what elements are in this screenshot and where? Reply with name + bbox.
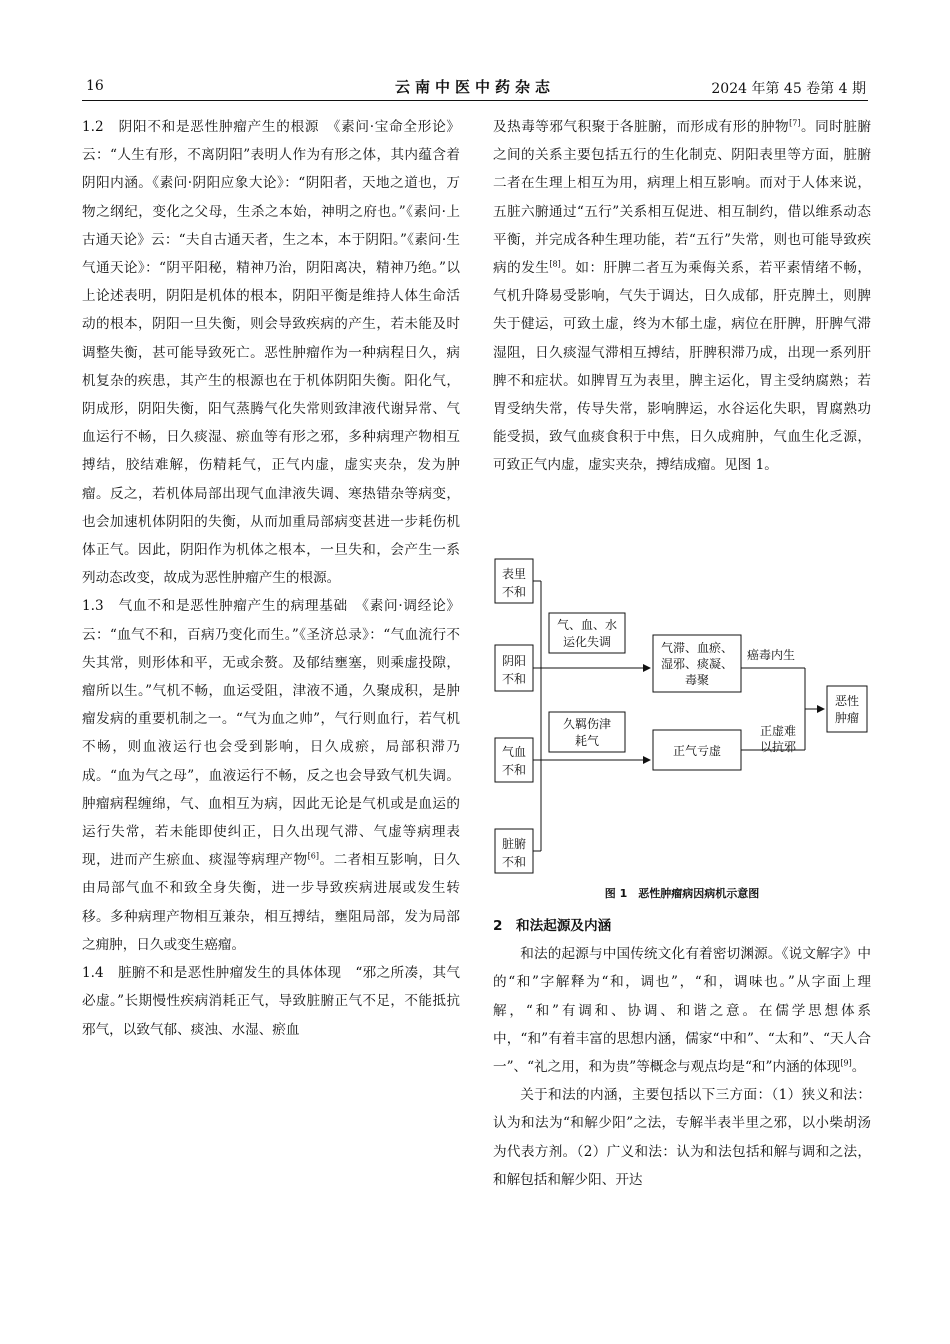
paragraph-organs [493, 113, 871, 480]
left-column [82, 113, 460, 1044]
para-text: 。同时脏腑之间的关系主要包括五行的生化制克、阴阳表里等方面，脏腑二者在生理上相互为用，病理上相互影响。而对于人体来说，五脏六腑通过“五行”关系相互促进、相互制约，借以维系动态平衡，并完成各种生理功能，若“五行”失常，则也可能导致疾病的发生 [493, 119, 872, 277]
label-aidu: 癌毒内生 [746, 648, 796, 662]
label-yinyang-1: 阴阳 [501, 654, 527, 668]
running-header [82, 74, 868, 101]
section-1-3-text: 《素问·调经论》云：“血气不和，百病乃变化而生。”《圣济总录》：“气血流行不失其常，则形体和平，无或余赘。及郁结壅塞，则乘虚投隙，瘤所以生。”气机不畅，血运受阻，津液不通，久聚成积，是肿瘤发病的重要机制之一。“气为血之帅”，气行则血行，若气机不畅，则血液运行也会受到影响，日久成瘀，局部积滞乃成。“血为气之母”，血液运行不畅，反之也会导致气机失调。肿瘤病程缠绵，气、血相互为病，因此无论是气机或是血运的运行失常，若未能即使纠正，日久出现气滞、气虚等病理表现，进而产生瘀血、痰湿等病理产物 [82, 598, 460, 869]
citation-6[interactable]: [6] [307, 851, 319, 861]
para-text: 和法的起源与中国传统文化有着密切渊源。《说文解字》中的“和”字解释为“和，调也”，“和，调味也。”从字面上理解，“和”有调和、协调、和谐之意。在儒学思想体系中，“和”有着丰富的思想内涵，儒家“中和”、“太和”、“天人合一”、“礼之用，和为贵”等概念与观点均是“和”内涵的体现 [493, 946, 871, 1076]
para-text: 。 [851, 1059, 866, 1076]
para-text: 及热毒等邪气积聚于各脏腑，而形成有形的肿物 [493, 119, 790, 135]
label-qixue-1: 气血 [501, 745, 527, 759]
citation-7[interactable]: [7] [789, 118, 801, 128]
label-qixueshui-2: 运化失调 [562, 635, 612, 649]
citation-8[interactable]: [8] [549, 259, 561, 269]
section-2-heading: 2 和法起源及内涵 [493, 918, 612, 934]
label-tumor-2: 肿瘤 [834, 711, 860, 725]
label-jiuji-2: 耗气 [574, 734, 600, 748]
label-qixue-2: 不和 [501, 763, 527, 777]
section-1-4-title: 1.4 脏腑不和是恶性肿瘤发生的具体体现 [82, 965, 342, 982]
label-yinyang-2: 不和 [501, 672, 527, 686]
label-qixueshui-1: 气、血、水 [556, 618, 618, 632]
label-pathogens-2: 湿邪、痰凝、 [660, 657, 734, 671]
para-text: 。如：肝脾二者互为乘侮关系，若平素情绪不畅，气机升降易受影响，气失于调达，日久成郁，肝克脾土，则脾失于健运，可致土虚，终为木郁土虚，病位在肝脾，肝脾气滞湿阻，日久痰湿气滞相互搏结，肝脾积滞乃成，出现一系列肝脾不和症状。如脾胃互为表里，脾主运化，胃主受纳腐熟；若胃受纳失常，传导失常，影响脾运，水谷运化失职，胃腐熟功能受损，致气血痰食积于中焦，日久成痈肿，气血生化乏源，可致正气内虚，虚实夹杂，搏结成瘤。见图 1。 [493, 260, 872, 474]
section-1-3-text-cont: 。二者相互影响，日久由局部气血不和致全身失衡，进一步导致疾病进展或发生转移。多种病理产物相互兼杂，相互搏结，壅阻局部，发为局部之痈肿，日久或变生癌瘤。 [82, 852, 461, 953]
page-number: 16 [86, 78, 104, 94]
section-2-para-2: 关于和法的内涵，主要包括以下三方面：（1）狭义和法：认为和法为“和解少阳”之法，专解半表半里之邪，以小柴胡汤为代表方剂。（2）广义和法：认为和法包括和解与调和之法，和解包括和解少阳、开达 [493, 1087, 871, 1188]
figure-caption: 图 1 恶性肿瘤病因病机示意图 [604, 887, 760, 900]
label-zangfu-1: 脏腑 [501, 837, 527, 851]
citation-9[interactable]: [9] [840, 1058, 852, 1068]
label-biaoli-1: 表里 [501, 567, 527, 581]
label-zhengqi: 正气亏虚 [672, 744, 722, 758]
flowchart-figure-1 [493, 556, 871, 881]
journal-title: 云南中医中药杂志 [394, 78, 555, 96]
label-zhengxu-2: 以抗邪 [759, 740, 797, 754]
section-1-2-title: 1.2 阴阳不和是恶性肿瘤产生的根源 [82, 119, 320, 135]
right-column [493, 113, 871, 480]
label-pathogens-3: 毒聚 [684, 673, 710, 687]
label-jiuji-1: 久羁伤津 [562, 717, 612, 731]
section-2-para-1 [493, 940, 871, 1081]
section-1-2 [82, 113, 460, 592]
right-column-bottom [493, 910, 871, 1194]
section-1-4 [82, 959, 460, 1044]
section-1-2-text: 《素问·宝命全形论》云：“人生有形，不离阴阳”表明人作为有形之体，其内蕴含着阴阳内涵。《素问·阴阳应象大论》：“阴阳者，天地之道也，万物之纲纪，变化之父母，生杀之本始，神明之府也。”《素问·上古通天论》云：“夫自古通天者，生之本，本于阴阳。”《素问·生气通天论》：“阴平阳秘，精神乃治，阴阳离决，精神乃绝。”以上论述表明，阴阳是机体的根本，阴阳平衡是维持人体生命活动的根本，阴阳一旦失衡，则会导致疾病的产生，若未能及时调整失衡，甚可能导致死亡。恶性肿瘤作为一种病程日久，病机复杂的疾患，其产生的根源也在于机体阴阳失衡。阳化气，阴成形，阴阳失衡，阳气蒸腾气化失常则致津液代谢异常、气血运行不畅，日久痰湿、瘀血等有形之邪，多种病理产物相互搏结，胶结难解，伤精耗气，正气内虚，虚实夹杂，发为肿瘤。反之，若机体局部出现气血津液失调、寒热错杂等病变，也会加速机体阴阳的失衡，从而加重局部病变甚进一步耗伤机体正气。因此，阴阳作为机体之根本，一旦失和，会产生一系列动态改变，故成为恶性肿瘤产生的根源。 [82, 119, 460, 587]
box-tumor [827, 686, 867, 732]
issue-info: 2024 年第 45 卷第 4 期 [711, 81, 866, 97]
label-pathogens-1: 气滞、血瘀、 [660, 641, 734, 655]
section-1-3 [82, 592, 460, 959]
label-zangfu-2: 不和 [501, 855, 527, 869]
label-zhengxu-1: 正虚难 [759, 724, 797, 738]
label-tumor-1: 恶性 [834, 694, 860, 708]
section-1-3-title: 1.3 气血不和是恶性肿瘤产生的病理基础 [82, 598, 348, 615]
label-biaoli-2: 不和 [501, 585, 527, 599]
section-1-4-text: “邪之所凑，其气必虚。”长期慢性疾病消耗正气，导致脏腑正气不足，不能抵抗邪气，以致气郁、痰浊、水湿、瘀血 [82, 965, 460, 1038]
